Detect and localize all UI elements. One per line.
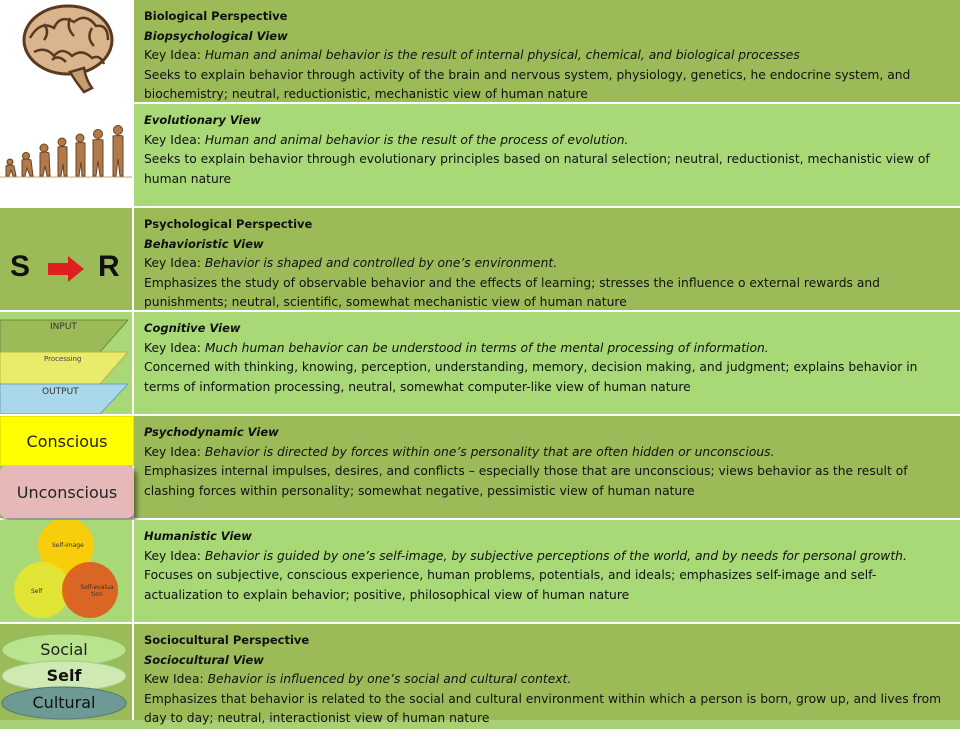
view-title: Psychodynamic View [144,425,279,439]
image-cell-cognitive [0,312,134,414]
perspective-heading: Biological Perspective [144,9,288,23]
output-label: OUTPUT [42,387,79,397]
self-label: Self [46,666,82,685]
unconscious-label: Unconscious [16,482,118,502]
brain-icon [0,0,134,102]
key-idea: Key Idea: Behavior is directed by forces within one’s personality that are often hidden or unconscious. [144,444,775,459]
key-idea: Key Idea: Behavior is guided by one’s self-image, by subjective perceptions of the world, and by needs for personal growth. [144,548,907,563]
text-cell-psychodynamic [136,416,960,518]
row-behavioristic [0,208,960,312]
text-cell-humanistic [136,520,960,622]
self-label: Self [31,588,43,595]
view-description: Emphasizes internal impulses, desires, and conflicts – especially those that are unconscious; views behavior as the result of clashing forces within personality; somewhat negative, pessimistic view of human nature [144,464,908,498]
key-idea: Key Idea: Human and animal behavior is the result of the process of evolution. [144,132,629,147]
view-title: Behavioristic View [144,236,264,251]
perspective-heading: Sociocultural Perspective [144,633,310,647]
text-cell-sociocultural [136,624,960,726]
social-label: Social [40,640,88,659]
row-humanistic [0,520,960,624]
text-cell-biological [136,0,960,102]
key-idea: Kew Idea: Behavior is influenced by one’s social and cultural context. [144,672,572,687]
row-psychodynamic [0,416,960,520]
unconscious-box [0,466,134,518]
view-description: Emphasizes the study of observable behavior and the effects of learning; stresses the influence o external rewards and punishments; neutral, scientific, somewhat mechanistic view of human nature [144,275,880,310]
image-cell-behavioristic [0,208,134,310]
image-cell-biological [0,0,134,102]
view-title: Sociocultural View [144,652,264,667]
conscious-box [0,416,134,466]
self-image-label: Self-image [52,542,84,549]
processing-label: Processing [44,355,82,363]
image-cell-sociocultural [0,624,134,720]
key-idea: Key Idea: Much human behavior can be understood in terms of the mental processing of information. [144,340,769,355]
row-cognitive [0,312,960,416]
image-cell-psychodynamic [0,416,134,518]
view-title: Cognitive View [144,321,241,335]
perspective-heading: Psychological Perspective [144,217,313,231]
view-description: Concerned with thinking, knowing, perception, understanding, memory, decision making, and judgment; explains behavior in terms of information processing, neutral, somewhat computer-like view of human nature [144,360,918,394]
response-label: R [98,250,120,283]
self-venn-diagram [0,520,134,622]
conscious-label: Conscious [26,431,108,451]
cultural-label: Cultural [32,693,96,712]
stimulus-label: S [10,250,31,283]
text-cell-cognitive [136,312,960,414]
image-cell-humanistic [0,520,134,622]
view-description: Seeks to explain behavior through activity of the brain and nervous system, physiology, genetics, he endocrine system, and biochemistry; neutral, reductionistic, mechanistic view of human nature [144,67,911,102]
image-cell-evolutionary [0,104,134,206]
arrow-right-icon [46,254,86,284]
row-biological [0,0,960,104]
evolution-icon [0,104,134,206]
view-description: Seeks to explain behavior through evolutionary principles based on natural selection; neutral, reductionist, mechanistic view of human nature [144,152,930,186]
view-description: Emphasizes that behavior is related to the social and cultural environment within which a person is born, grow up, and lives from day to day; neutral, interactionist view of human nature [144,691,942,726]
input-label: INPUT [50,322,77,332]
key-idea: Key Idea: Human and animal behavior is the result of internal physical, chemical, and biological processes [144,48,800,63]
view-title: Biopsychological View [144,28,288,43]
view-title: Evolutionary View [144,113,261,127]
text-cell-behavioristic [136,208,960,310]
view-description: Focuses on subjective, conscious experience, human problems, potentials, and ideals; emphasizes self-image and self-actualization to explain behavior; positive, philosophical view of human nature [144,568,877,602]
row-sociocultural [0,624,960,726]
text-cell-evolutionary [136,104,960,206]
self-evaluation-label: Self-evaluation [80,584,114,598]
key-idea: Key Idea: Behavior is shaped and controlled by one’s environment. [144,256,558,271]
row-evolutionary [0,104,960,208]
view-title: Humanistic View [144,529,252,543]
